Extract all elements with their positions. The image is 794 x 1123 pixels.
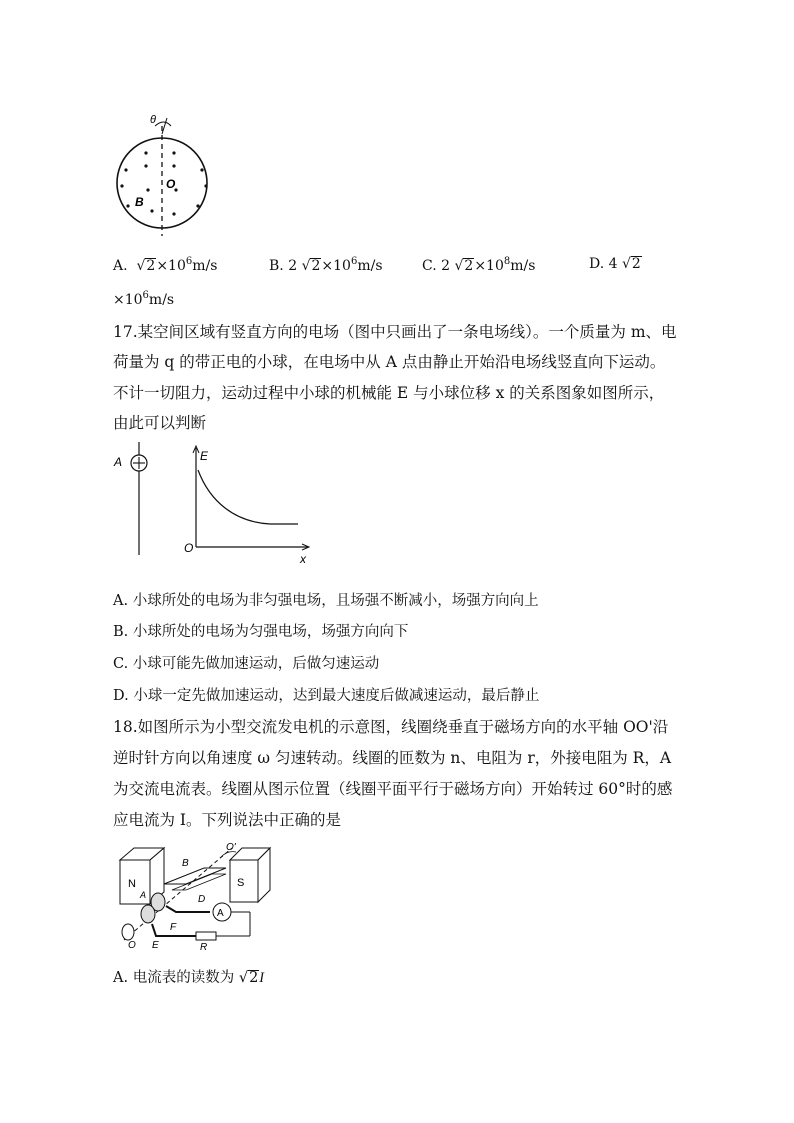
- q16-option-b: B. 2 $√2\times 10^6m/s$: [269, 256, 383, 274]
- q17-option-c: C. 小球可能先做加速运动，后做匀速运动: [113, 656, 380, 672]
- axis-x-label: x: [300, 552, 306, 566]
- coil-a-label: A: [140, 890, 147, 900]
- coil-b-label: B: [182, 858, 189, 869]
- q17-stem-line-3: 不计一切阻力，运动过程中小球的机械能 E 与小球位移 x 的关系图象如图所示，: [113, 384, 665, 402]
- magnet-n-label: N: [128, 878, 136, 890]
- axis-o-prime-label: O': [226, 842, 236, 853]
- q17-stem-line-2: 荷量为 q 的带正电的小球，在电场中从 A 点由静止开始沿电场线竖直向下运动。: [113, 353, 666, 371]
- magnet-s-label: S: [237, 877, 245, 889]
- q16-circle-figure: [110, 108, 220, 238]
- axis-o-label: O: [128, 940, 136, 951]
- point-a-label: A: [114, 455, 123, 469]
- q17-option-a: A. 小球所处的电场为非匀强电场，且场强不断减小，场强方向向上: [113, 593, 539, 609]
- theta-label: θ: [150, 114, 156, 126]
- q17-figure: [110, 442, 320, 567]
- origin-o-label: O: [184, 541, 194, 555]
- resistor-r-label: R: [200, 942, 208, 953]
- q17-stem-line-1: 17.某空间区域有竖直方向的电场（图中只画出了一条电场线）。一个质量为 m、电: [113, 323, 677, 341]
- q18-stem-line-1: 18.如图所示为小型交流发电机的示意图，线圈绕垂直于磁场方向的水平轴 OO'沿: [113, 718, 669, 736]
- q17-option-b: B. 小球所处的电场为匀强电场，场强方向向下: [113, 624, 409, 640]
- q18-stem-line-4: 应电流为 I。下列说法中正确的是: [113, 811, 342, 829]
- point-b-label: B: [135, 195, 144, 209]
- q17-option-d: D. 小球一定先做加速运动，达到最大速度后做减速运动，最后静止: [113, 688, 540, 704]
- brush-e-label: E: [152, 940, 159, 951]
- q16-option-d: D. 4 √2: [589, 256, 641, 272]
- q16-option-c: C. 2 $√2\times 10^8m/s$: [422, 256, 536, 274]
- q18-option-a: A. 电流表的读数为 √2I: [113, 970, 265, 986]
- q18-stem-line-2: 逆时针方向以角速度 ω 匀速转动。线圈的匝数为 n、电阻为 r，外接电阻为 R，A: [113, 749, 672, 767]
- center-o-label: O: [166, 177, 176, 191]
- axis-e-label: E: [200, 449, 209, 463]
- coil-d-label: D: [198, 894, 206, 905]
- q18-stem-line-3: 为交流电流表。线圈从图示位置（线圈平面平行于磁场方向）开始转过 60°时的感: [113, 780, 673, 798]
- q16-option-a: A. $√2\times 10^6m/s$: [113, 256, 218, 274]
- brush-f-label: F: [170, 922, 177, 933]
- q17-stem-line-4: 由此可以判断: [113, 414, 207, 432]
- q18-generator-figure: [112, 840, 277, 955]
- q16-option-d-continuation: $\times 10^6m/s$: [113, 290, 175, 308]
- ammeter-label: A: [217, 908, 224, 919]
